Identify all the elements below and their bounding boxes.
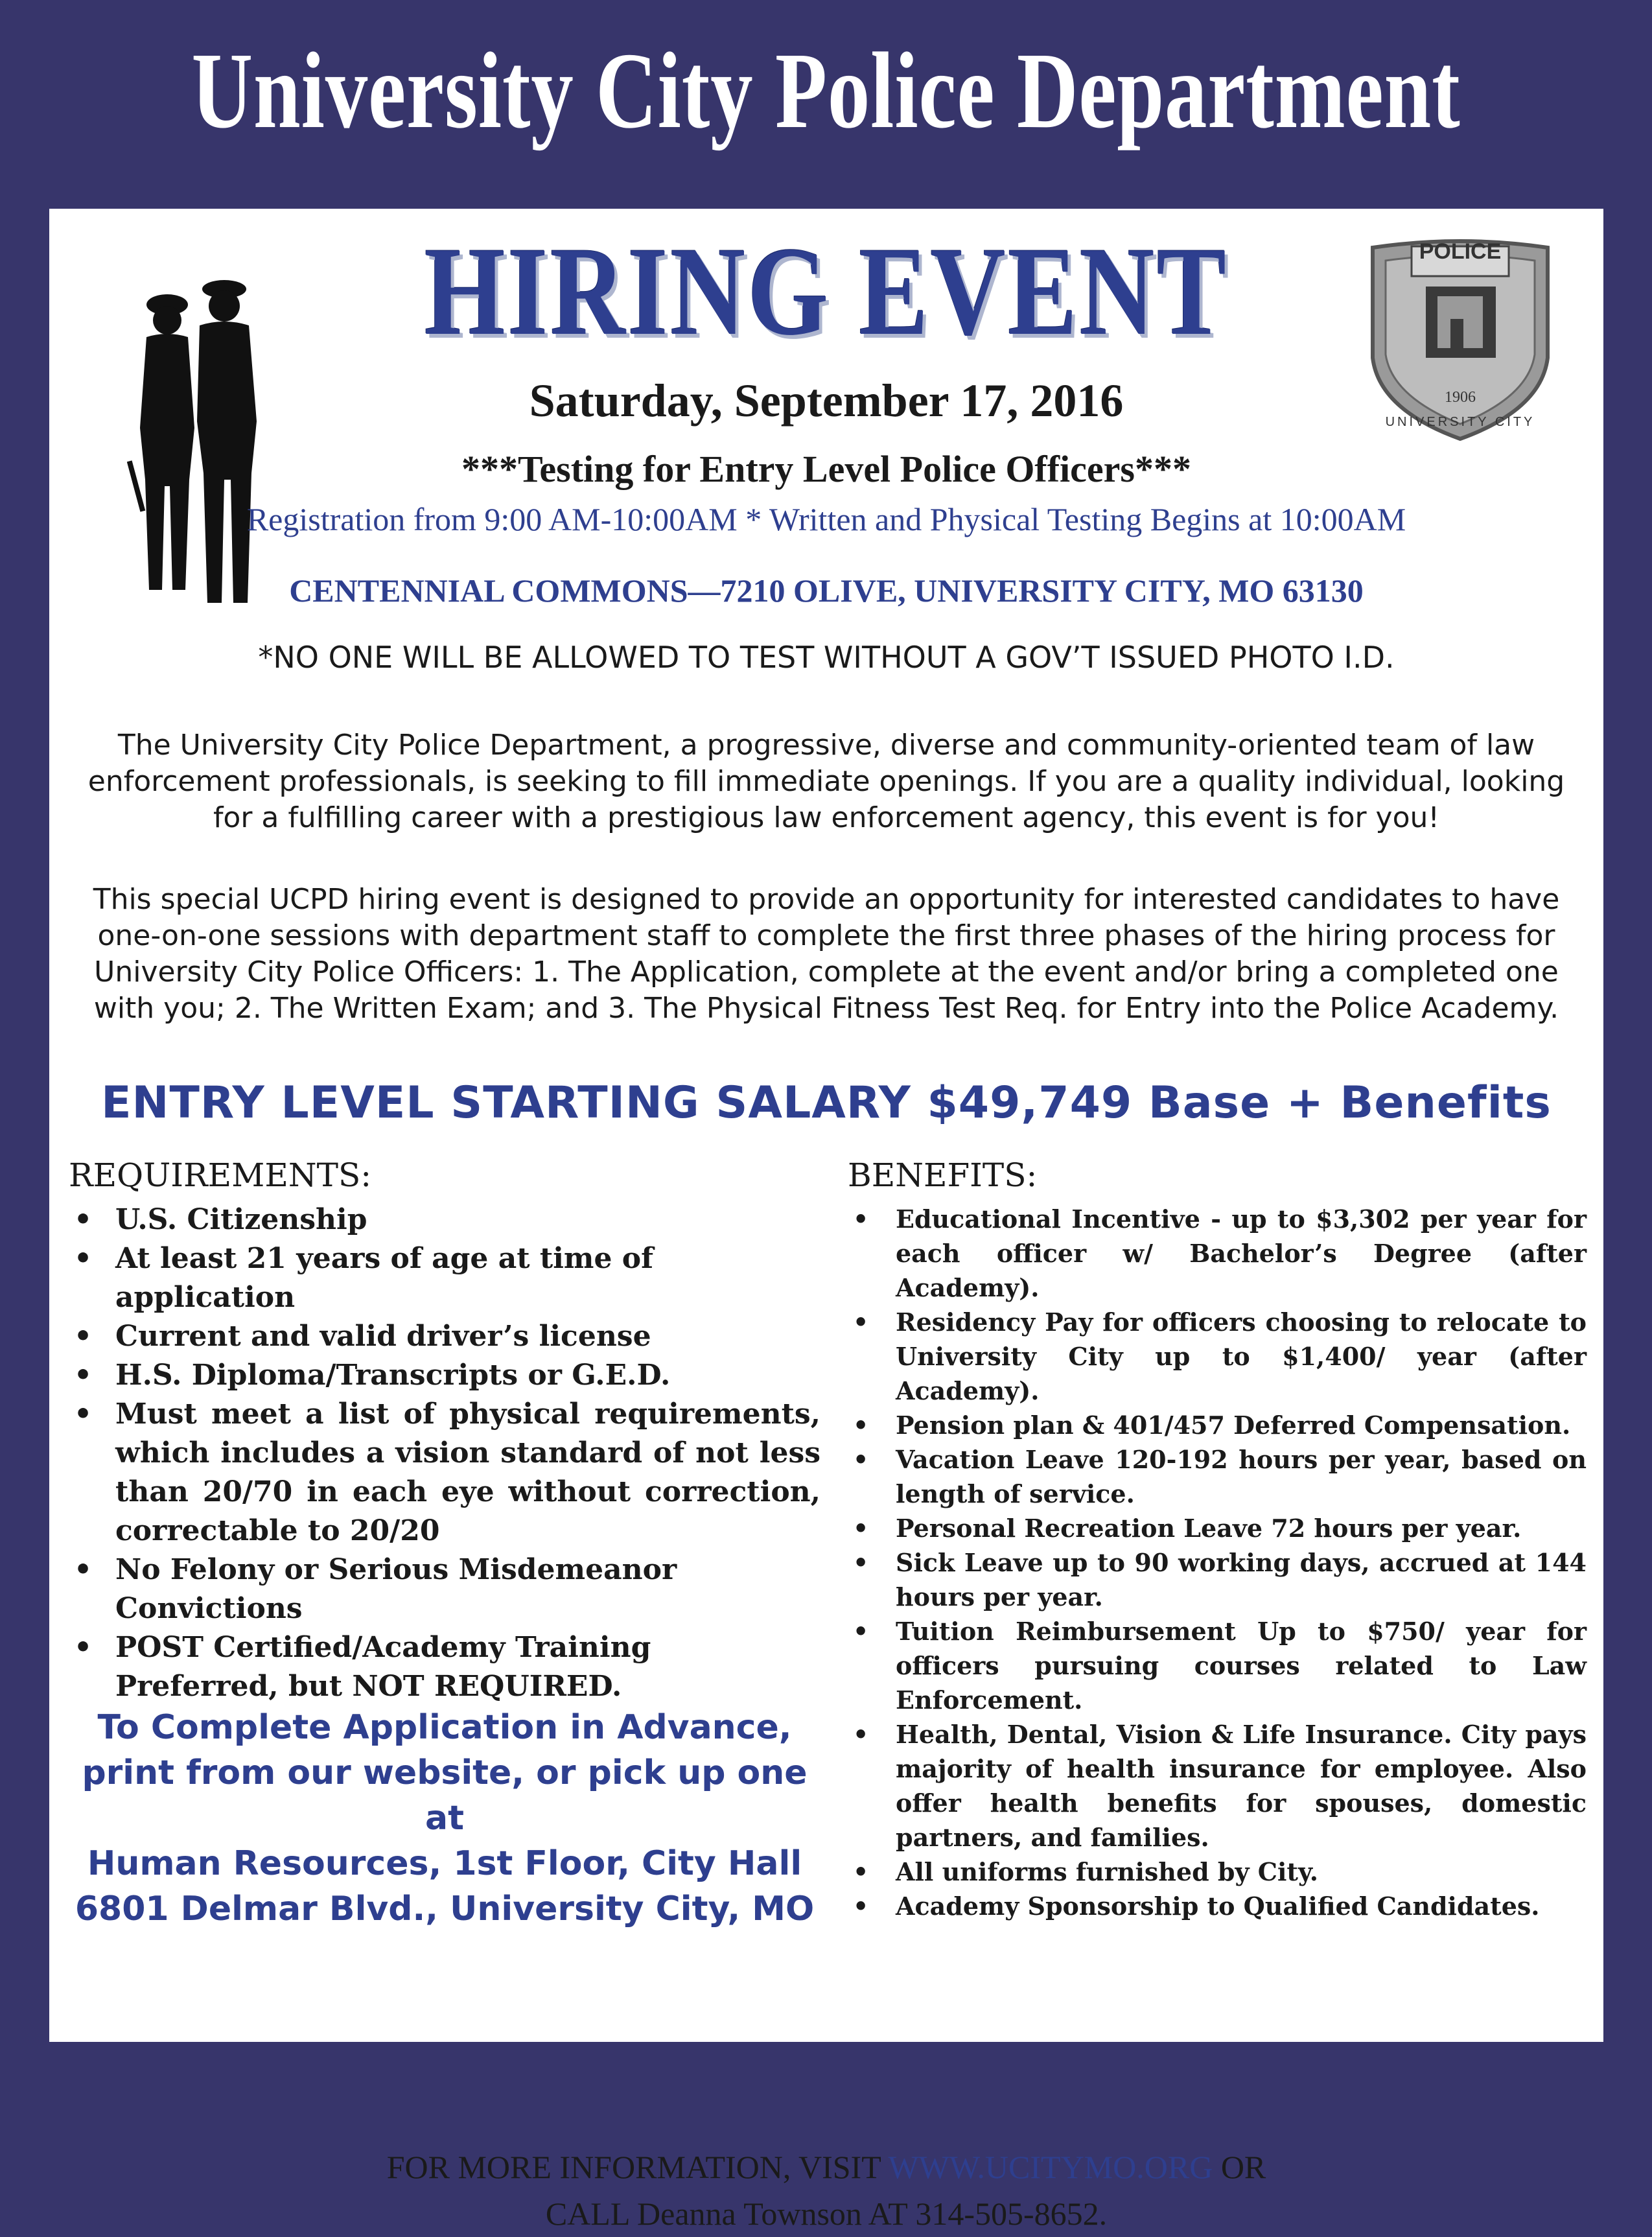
intro-paragraph-1: The University City Police Department, a progressive, diverse and community-oriented team of law enforcement professionals, is seeking to fill immediate openings. If you are a quality individual, looking for a fulfilling career with a prestigious law enforcement agency, this event is for you! bbox=[87, 729, 1565, 834]
footer-phone: CALL Deanna Townson AT 314-505-8652. bbox=[545, 2196, 1108, 2232]
event-subtitle: ***Testing for Entry Level Police Officers*** bbox=[461, 448, 1191, 490]
list-item: • All uniforms furnished by City. bbox=[853, 1857, 1318, 1886]
list-item: • H.S. Diploma/Transcripts or G.E.D. bbox=[74, 1359, 671, 1392]
requirements-heading: REQUIREMENTS: bbox=[69, 1156, 372, 1194]
list-item: • At least 21 years of age at time of application bbox=[74, 1242, 654, 1314]
list-item: • Personal Recreation Leave 72 hours per year. bbox=[853, 1514, 1522, 1543]
list-item: • Educational Incentive - up to $3,302 per year for each officer w/ Bachelor’s Degree (after Academy). bbox=[853, 1204, 1587, 1302]
list-item: • Pension plan & 401/457 Deferred Compensation. bbox=[853, 1411, 1571, 1440]
footer-prefix: FOR MORE INFORMATION, VISIT bbox=[386, 2149, 889, 2185]
salary-banner: ENTRY LEVEL STARTING SALARY $49,749 Base + Benefits bbox=[101, 1077, 1552, 1129]
list-item: • Residency Pay for officers choosing to relocate to University City up to $1,400/ year (after Academy). bbox=[853, 1307, 1587, 1405]
list-item: • Vacation Leave 120-192 hours per year, based on length of service. bbox=[853, 1445, 1587, 1508]
benefits-heading: BENEFITS: bbox=[848, 1156, 1038, 1194]
id-notice: *NO ONE WILL BE ALLOWED TO TEST WITHOUT A GOV’T ISSUED PHOTO I.D. bbox=[258, 640, 1395, 675]
list-item: • U.S. Citizenship bbox=[74, 1203, 367, 1236]
registration-info: Registration from 9:00 AM-10:00AM * Written and Physical Testing Begins at 10:00AM bbox=[246, 501, 1406, 537]
list-item: • Health, Dental, Vision & Life Insurance. City pays majority of health insurance for employee. Also offer health benefits for spouses, domestic partners, and families. bbox=[853, 1720, 1587, 1852]
badge-ring-text: UNIVERSITY CITY bbox=[1385, 415, 1535, 429]
hiring-event-title: HIRING EVENT bbox=[424, 221, 1229, 362]
badge-top-text: POLICE bbox=[1419, 239, 1502, 264]
list-item: • Tuition Reimbursement Up to $750/ year for officers pursuing courses related to Law Enforcement. bbox=[853, 1617, 1587, 1715]
department-title: University City Police Department bbox=[191, 30, 1461, 151]
badge-year: 1906 bbox=[1445, 389, 1476, 406]
list-item: • Academy Sponsorship to Qualified Candidates. bbox=[853, 1891, 1540, 1921]
benefits-list bbox=[848, 1202, 1587, 1923]
intro-paragraph-2: This special UCPD hiring event is designed to provide an opportunity for interested candidates to have one-on-one sessions with department staff to complete the first three phases of the hiring process for University City Police Officers: 1. The Application, complete at the event and/or bring a completed one with you; 2. The Written Exam; and 3. The Physical Fitness Test Req. for Entry into the Police Academy. bbox=[93, 883, 1560, 1025]
advance-application-info: To Complete Application in Advance, print from our website, or pick up one at Human Resources, 1st Floor, City Hall 6801 Delmar Blvd., University City, MO bbox=[75, 1708, 815, 1928]
list-item: • Sick Leave up to 90 working days, accrued at 144 hours per year. bbox=[853, 1548, 1587, 1611]
website-link[interactable]: WWW.UCITYMO.ORG bbox=[888, 2149, 1213, 2185]
event-date: Saturday, September 17, 2016 bbox=[529, 375, 1124, 427]
list-item: • Must meet a list of physical requirements, which includes a vision standard of not less than 20/70 in each eye without correction, correctable to 20/20 bbox=[74, 1398, 820, 1547]
footer-suffix: OR bbox=[1213, 2149, 1266, 2185]
event-location: CENTENNIAL COMMONS—7210 OLIVE, UNIVERSITY CITY, MO 63130 bbox=[289, 572, 1364, 609]
list-item: • Current and valid driver’s license bbox=[74, 1320, 651, 1353]
list-item: • No Felony or Serious Misdemeanor Convictions bbox=[74, 1553, 677, 1625]
list-item: • POST Certified/Academy Training Preferred, but NOT REQUIRED. bbox=[74, 1631, 651, 1703]
flyer-panel bbox=[49, 209, 1603, 2232]
footer-contact bbox=[49, 2144, 1603, 2237]
requirements-list bbox=[69, 1200, 820, 1706]
